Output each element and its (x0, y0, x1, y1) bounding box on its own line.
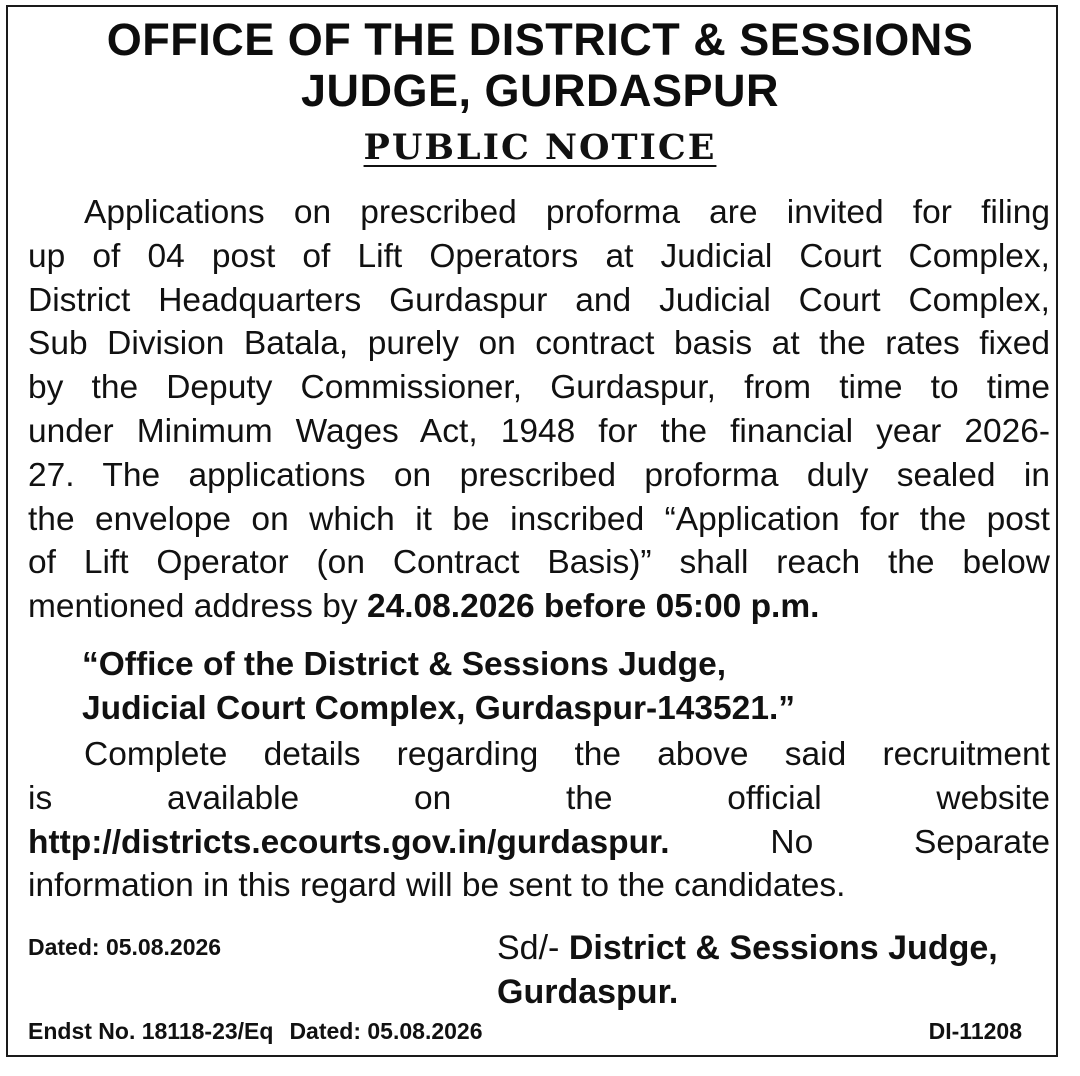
details-line3-suffix: No Separate (770, 823, 1050, 861)
signature-title: District & Sessions Judge, (568, 929, 998, 967)
body-line: under Minimum Wages Act, 1948 for the financial year 2026- (28, 412, 1050, 450)
endorsement-dated: Dated: 05.08.2026 (289, 1018, 483, 1044)
body-line: by the Deputy Commissioner, Gurdaspur, from time to time (28, 369, 1050, 407)
body-line: of Lift Operator (on Contract Basis)” shall reach the below (28, 544, 1050, 582)
signature-prefix: Sd/- (497, 929, 560, 967)
deadline-text: 24.08.2026 before 05:00 p.m. (366, 588, 820, 626)
body-line: 27. The applications on prescribed proforma duly sealed in (28, 456, 1050, 494)
office-heading-line2: JUDGE, GURDASPUR (300, 65, 780, 116)
website-link[interactable]: http://districts.ecourts.gov.in/gurdaspur. (28, 823, 670, 861)
body-last-line (28, 585, 1050, 629)
postal-address (82, 643, 795, 731)
details-line1: Complete details regarding the above said recruitment (84, 736, 1050, 773)
body-last-line-prefix: mentioned address by (28, 588, 358, 626)
address-line1: “Office of the District & Sessions Judge, (82, 646, 727, 683)
endorsement-line (28, 1018, 483, 1045)
body-line: the envelope on which it be inscribed “Application for the post (28, 500, 1050, 538)
dated-label: Dated: 05.08.2026 (28, 934, 222, 960)
notice-title-text: PUBLIC NOTICE (363, 127, 717, 168)
details-line4: information in this regard will be sent to the candidates. (28, 867, 846, 905)
body-line: up of 04 post of Lift Operators at Judicial Court Complex, (28, 237, 1050, 275)
di-code: DI-11208 (928, 1018, 1022, 1044)
address-line2: Judicial Court Complex, Gurdaspur-143521.” (82, 690, 796, 727)
body-line: Applications on prescribed proforma are invited for filing (84, 194, 1050, 231)
signature-place: Gurdaspur. (497, 973, 679, 1011)
body-line: Sub Division Batala, purely on contract basis at the rates fixed (28, 325, 1050, 363)
details-line2: is available on the official website (28, 779, 1050, 817)
notice-title (0, 127, 1080, 168)
signature-block (497, 926, 998, 1014)
body-line: District Headquarters Gurdaspur and Judicial Court Complex, (28, 281, 1050, 319)
signature-line1 (497, 926, 998, 970)
details-paragraph (28, 733, 1050, 908)
notice-body-paragraph (28, 191, 1050, 629)
details-line3 (28, 821, 1050, 865)
office-heading-line1: OFFICE OF THE DISTRICT & SESSIONS (106, 14, 974, 65)
endorsement-number: Endst No. 18118-23/Eq (28, 1018, 274, 1044)
